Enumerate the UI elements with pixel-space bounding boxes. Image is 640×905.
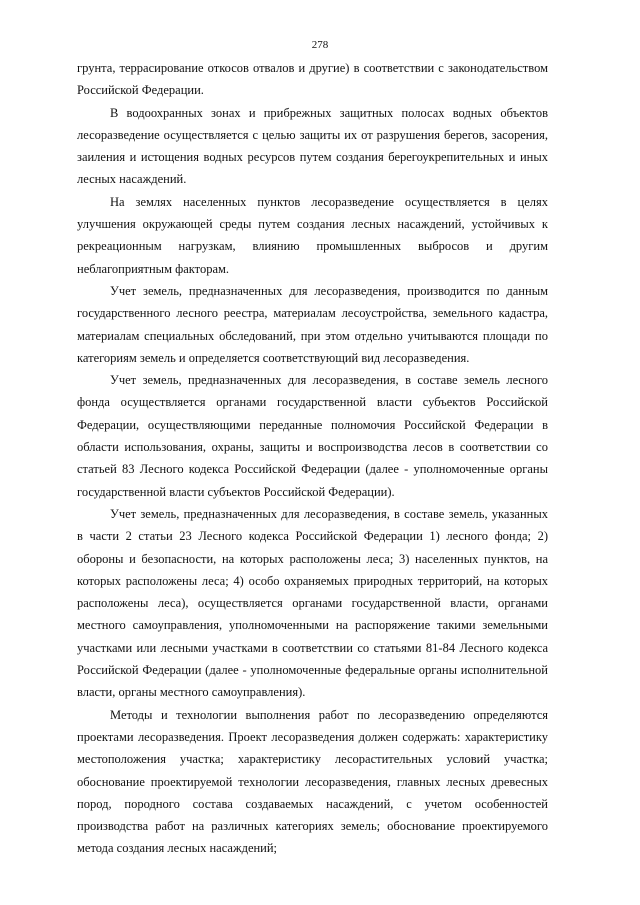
paragraph-land-accounting: Учет земель, предназначенных для лесоразведения, производится по данным государственного лесного реестра, материалам лесоустройства, земельного кадастра, материалам специальных обследований, при этом отдельно учитываются площади по категориям земель и определяется соответствующий вид лесоразведения. [77,283,548,365]
paragraph-settlement-lands: На землях населенных пунктов лесоразведение осуществляется в целях улучшения окружающей среды путем создания лесных насаждений, устойчивых к рекреационным нагрузкам, влиянию промышленных выбросов и другим неблагоприятным факторам. [77,194,548,276]
document-body [77,57,548,860]
paragraph-forest-fund-accounting: Учет земель, предназначенных для лесоразведения, в составе земель лесного фонда осуществляется органами государственной власти субъектов Российской Федерации, осуществляющими переданные полномочия Российской Федерации в области использования, охраны, защиты и воспроизводства лесов в соответствии со статьей 83 Лесного кодекса Российской Федерации (далее - уполномоченные органы государственной власти субъектов Российской Федерации). [77,373,548,499]
paragraph-continuation: грунта, террасирование откосов отвалов и другие) в соответствии с законодательством Российской Федерации. [77,61,548,98]
paragraph-methods-and-technologies: Методы и технологии выполнения работ по лесоразведению определяются проектами лесоразведения. Проект лесоразведения должен содержать: характеристику местоположения участка; характеристику лесорастительных условий участка; обоснование проектируемой технологии лесоразведения, главных лесных древесных пород, породного состава создаваемых насаждений, с учетом особенностей производства работ на различных категориях земель; обоснование проектируемого метода создания лесных насаждений; [77,707,548,856]
page-number: 278 [311,39,329,51]
paragraph-article-23-lands: Учет земель, предназначенных для лесоразведения, в составе земель, указанных в части 2 статьи 23 Лесного кодекса Российской Федерации 1) лесного фонда; 2) обороны и безопасности, на которых расположены леса; 3) населенных пунктов, на которых расположены леса; 4) особо охраняемых природных территорий, на которых расположены леса), осуществляется органами государственной власти, органами местного самоуправления, уполномоченными на распоряжение такими земельными участками или лесными участками в соответствии со статьями 81-84 Лесного кодекса Российской Федерации (далее - уполномоченные федеральные органы исполнительной власти, органы местного самоуправления). [77,506,548,700]
paragraph-water-protection-zones: В водоохранных зонах и прибрежных защитных полосах водных объектов лесоразведение осуществляется с целью защиты их от разрушения берегов, засорения, заиления и истощения водных ресурсов путем создания берегоукрепительных и иных лесных насаждений. [77,105,548,187]
